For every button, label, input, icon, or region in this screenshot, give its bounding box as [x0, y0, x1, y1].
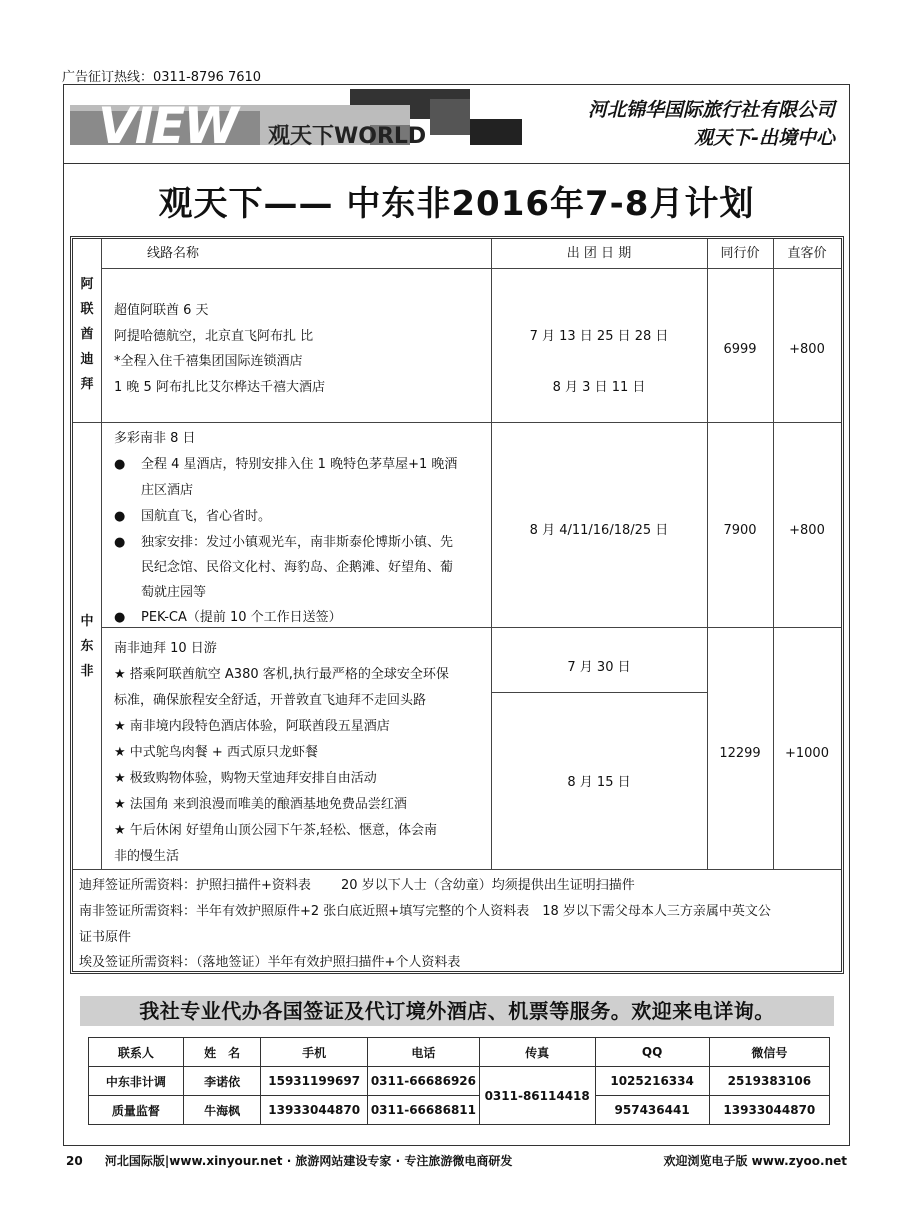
page-number: 20 [66, 1154, 83, 1168]
peer-price: 6999 [723, 342, 757, 357]
header-peer-price: 同行价 [720, 246, 760, 261]
bullet-icon: ● [114, 535, 126, 550]
header-route: 线路名称 [147, 246, 200, 261]
peer-price: 7900 [723, 523, 757, 538]
bullet-icon: ● [114, 457, 126, 472]
header-direct-price: 直客价 [787, 246, 827, 261]
ad-hotline: 广告征订热线：0311-8796 7610 [62, 70, 262, 85]
plan-table: 线路名称 出 团 日 期 同行价 直客价 阿 联 酋 迪 拜 中 东 非 超值阿联酋 6 天 阿提哈德航空，北京直飞阿布扎 比 *全程入住千禧集团国际连锁酒店 1 晚 5 阿布扎比艾尔桦达千禧大酒店 7 月 13 日 25 日 28 日 8 月 3 日 11 日 6999 +800 多彩南非 8 日 ● 全程 4 星酒店，特别安排入住 1 晚特色茅草屋+1 晚酒 庄区酒店 ● 国航直飞，省心省时。 ● 独家安排：发过小镇观光车，南非斯泰伦博斯小镇、先 民纪念馆、民俗文化村、海豹岛、企鹅滩、好望角、葡 萄就庄园等 ● PEK-CA（提前 10 个工作日送签） 8 月 4/11/16/18/25 日 7900 +800 南非迪拜 10 日游 ★ 搭乘阿联酋航空 A380 客机,执行最严格的全球安全环保 标准，确保旅程安全舒适，开普敦直飞迪拜不走回头路 ★ 南非境内段特色酒店体验，阿联酋段五星酒店 ★ 中式鸵鸟肉餐 + 西式原只龙虾餐 ★ 极致购物体验，购物天堂迪拜安排自由活动 ★ 法国角 来到浪漫而唯美的酿酒基地免费品尝红酒 ★ 午后休闲 好望角山顶公园下午茶,轻松、惬意，体会南 非的慢生活 7 月 30 日 8 月 15 日 12299 +1000 迪拜签证所需资料：护照扫描件+资料表 20 岁以下人士（含幼童）均须提供出生证明扫描件 南非签证所需资料：半年有效护照原件+2 张白底近照+填写完整的个人资料表 18 岁以下需父母本人三方亲属中英文公 证书原件 埃及签证所需资料：（落地签证）半年有效护照扫描件+个人资料表 [70, 236, 844, 974]
region-uae: 阿 联 酋 迪 拜 [80, 277, 94, 392]
direct-price: +800 [789, 523, 825, 538]
dates: 7 月 30 日 [567, 660, 631, 675]
contact-header-row: 联系人 姓 名 手机 电话 传真 QQ 微信号 [89, 1038, 830, 1067]
footer-left [66, 1152, 512, 1169]
page-title: 观天下—— 中东非2016年7-8月计划 [158, 184, 755, 224]
fax-cell: 0311-86114418 [479, 1067, 595, 1125]
dates: 8 月 3 日 11 日 [552, 380, 646, 395]
logo [70, 89, 522, 155]
logo-sub: 观天下WORLD [268, 124, 427, 149]
direct-price: +1000 [785, 746, 829, 761]
footer-right: 欢迎浏览电子版 www.zyoo.net [663, 1154, 847, 1168]
footer-site: 河北国际版|www.xinyour.net · 旅游网站建设专家 · 专注旅游微电商研发 [104, 1154, 513, 1168]
company-name: 河北锦华国际旅行社有限公司 [587, 99, 835, 121]
table-row: 质量监督 牛海枫 13933044870 0311-66686811 957436441 13933044870 [89, 1096, 830, 1125]
bullet-icon: ● [114, 610, 126, 625]
visa-service-banner: 我社专业代办各国签证及代订境外酒店、机票等服务。欢迎来电详询。 [80, 996, 834, 1026]
bullet-icon: ● [114, 509, 126, 524]
company-block [588, 96, 835, 152]
logo-brand: VIEW [98, 97, 237, 155]
peer-price: 12299 [719, 746, 761, 761]
dates: 8 月 4/11/16/18/25 日 [529, 523, 669, 538]
direct-price: +800 [789, 342, 825, 357]
contact-table [88, 1037, 830, 1125]
company-dept: 观天下-出境中心 [694, 127, 835, 149]
header-dates: 出 团 日 期 [566, 246, 632, 261]
table-row: 中东非计调 李诺依 15931199697 0311-66686926 0311-86114418 1025216334 2519383106 [89, 1067, 830, 1096]
dates: 7 月 13 日 25 日 28 日 [529, 329, 669, 344]
dates: 8 月 15 日 [567, 775, 631, 790]
region-mideast-africa: 中 东 非 [80, 614, 94, 679]
